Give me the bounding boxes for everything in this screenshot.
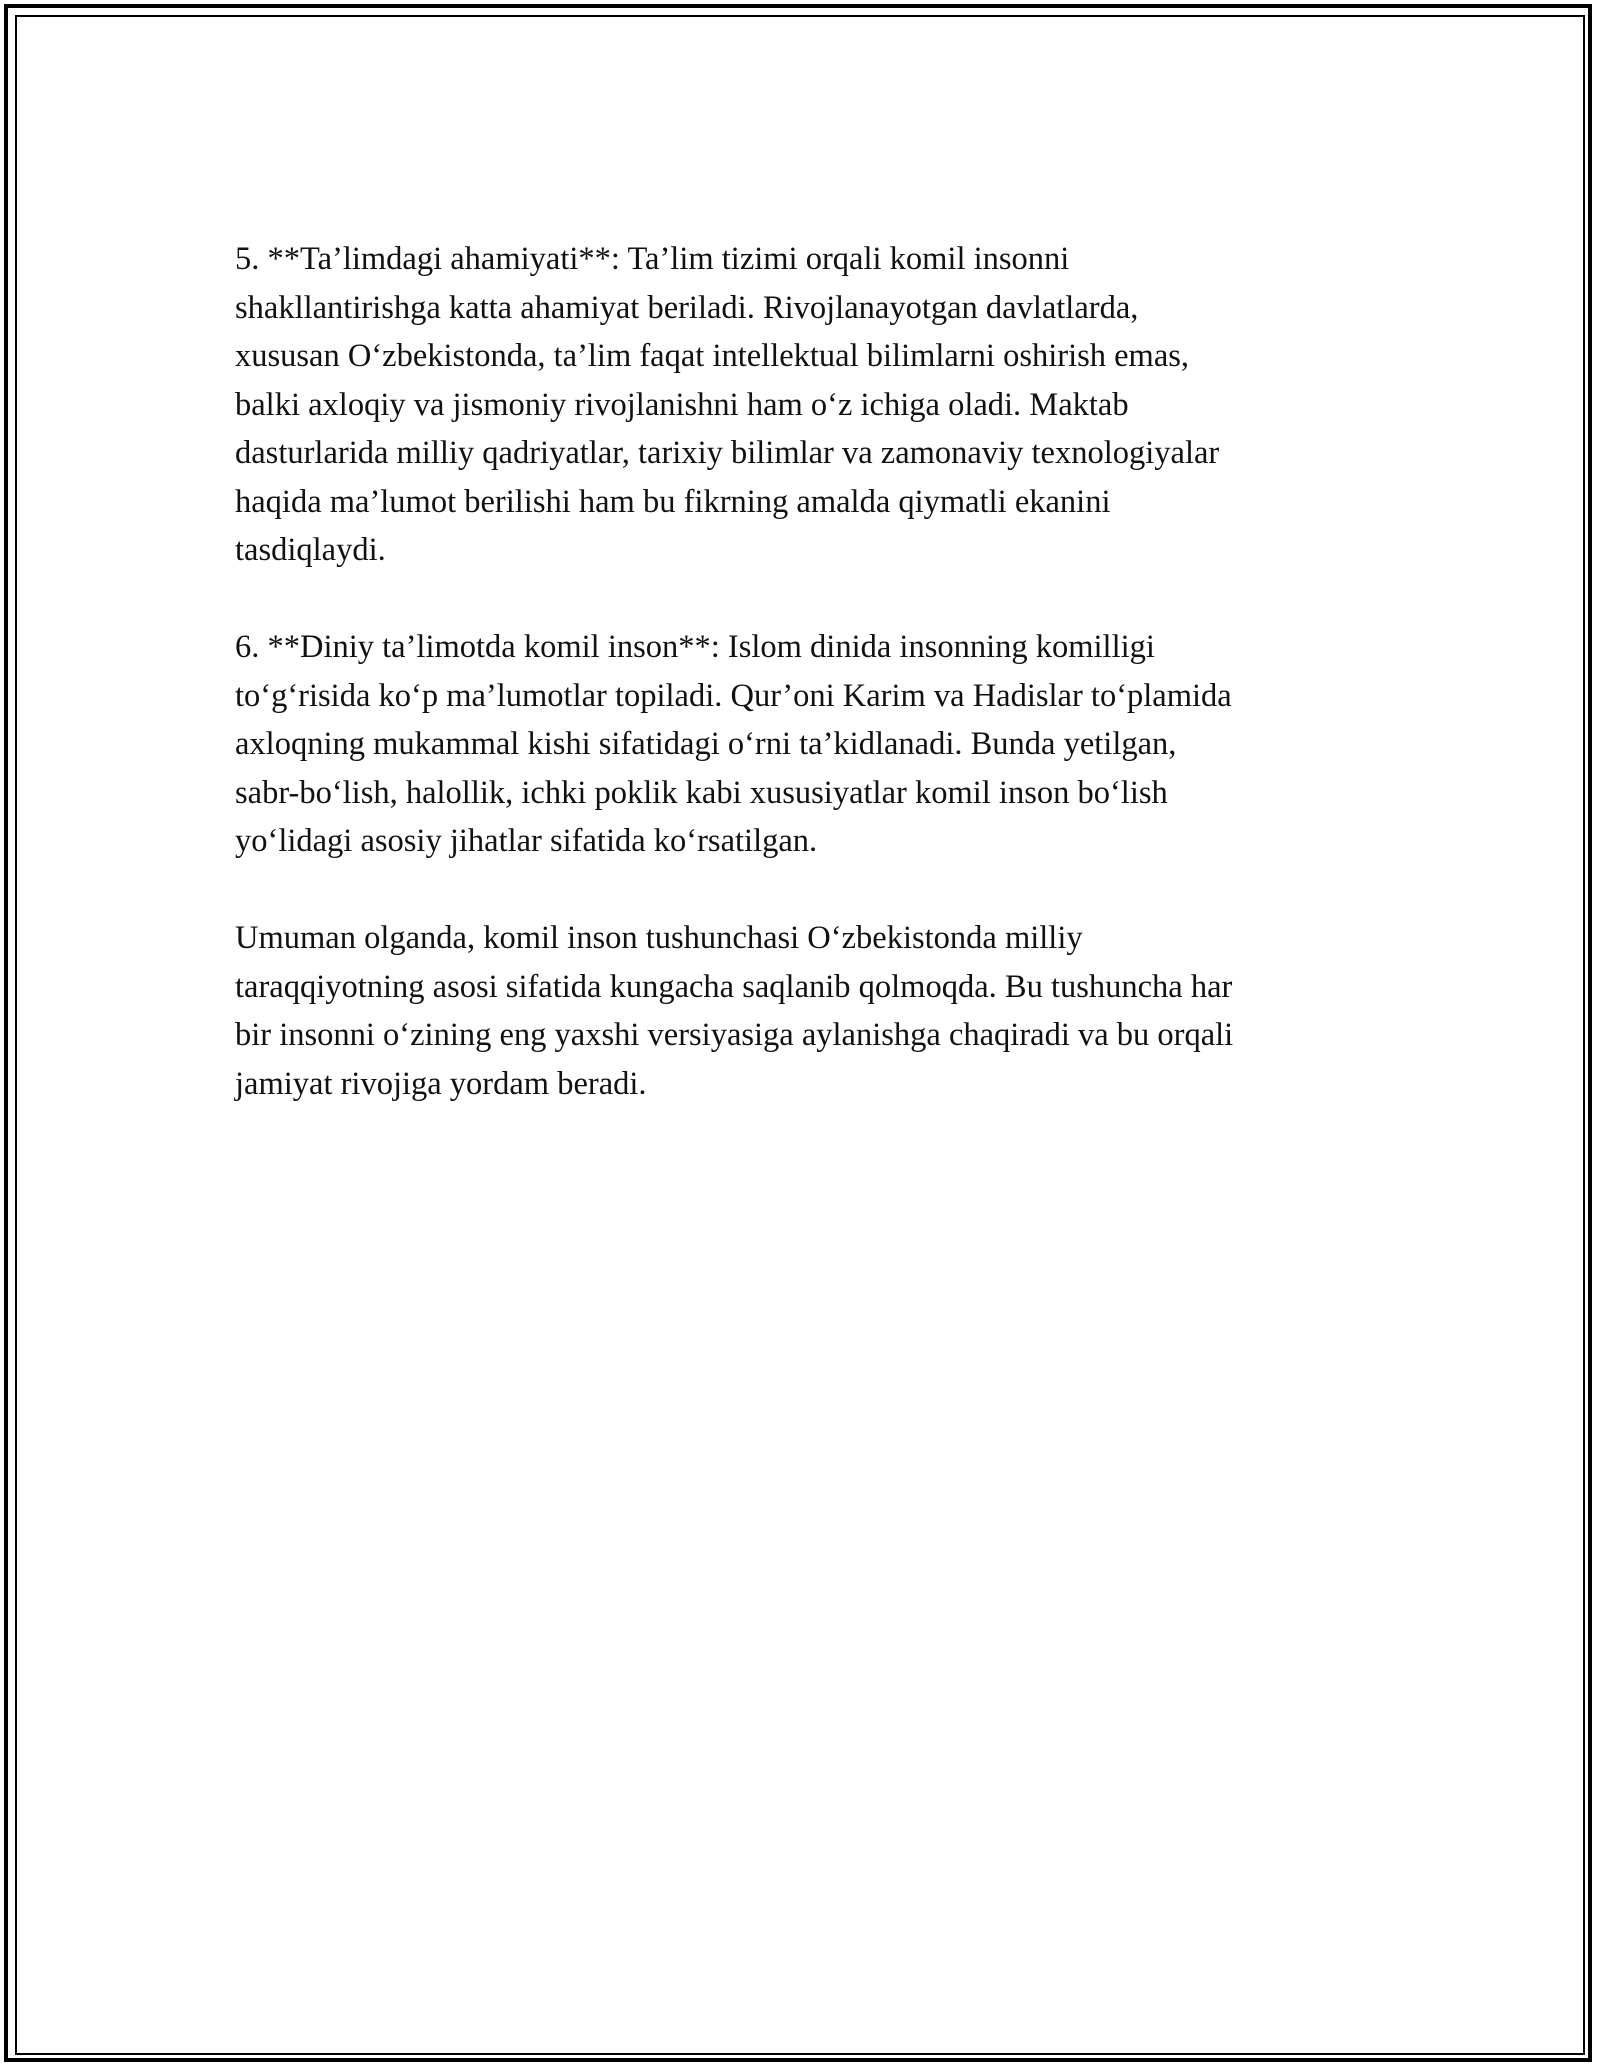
text-line: balki axloqiy va jismoniy rivojlanishni ham o‘z ichiga oladi. Maktab [235,386,1129,423]
text-line: dasturlarida milliy qadriyatlar, tarixiy bilimlar va zamonaviy texnologiyalar [235,435,1220,471]
text-line: axloqning mukammal kishi sifatidagi o‘rni ta’kidlanadi. Bunda yetilgan, [235,726,1177,762]
text-line: Umuman olganda, komil inson tushunchasi O‘zbekistonda milliy [235,920,1083,956]
text-line: jamiyat rivojiga yordam beradi. [235,1065,647,1102]
text-line: shakllantirishga katta ahamiyat beriladi. Rivojlanayotgan davlatlarda, [235,289,1139,326]
text-line: 5. **Ta’limdagi ahamiyati**: Ta’lim tizimi orqali komil insonni [235,241,1070,277]
document-body [235,235,1370,1157]
paragraph-conclusion [235,914,1370,1108]
text-line: taraqqiyotning asosi sifatida kungacha saqlanib qolmoqda. Bu tushuncha har [235,968,1233,1005]
text-line: tasdiqlaydi. [235,532,386,568]
text-line: bir insonni o‘zining eng yaxshi versiyasiga aylanishga chaqiradi va bu orqali [235,1017,1234,1053]
text-line: to‘g‘risida ko‘p ma’lumotlar topiladi. Qur’oni Karim va Hadislar to‘plamida [235,677,1232,714]
text-line: haqida ma’lumot berilishi ham bu fikrning amalda qiymatli ekanini [235,483,1111,520]
paragraph-education-importance [235,235,1370,575]
text-line: yo‘lidagi asosiy jihatlar sifatida ko‘rsatilgan. [235,823,818,859]
text-line: xususan O‘zbekistonda, ta’lim faqat intellektual bilimlarni oshirish emas, [235,338,1190,374]
text-line: sabr-bo‘lish, halollik, ichki poklik kabi xususiyatlar komil inson bo‘lish [235,774,1168,811]
text-line: 6. **Diniy ta’limotda komil inson**: Islom dinida insonning komilligi [235,629,1155,665]
paragraph-religious-teaching [235,623,1370,866]
